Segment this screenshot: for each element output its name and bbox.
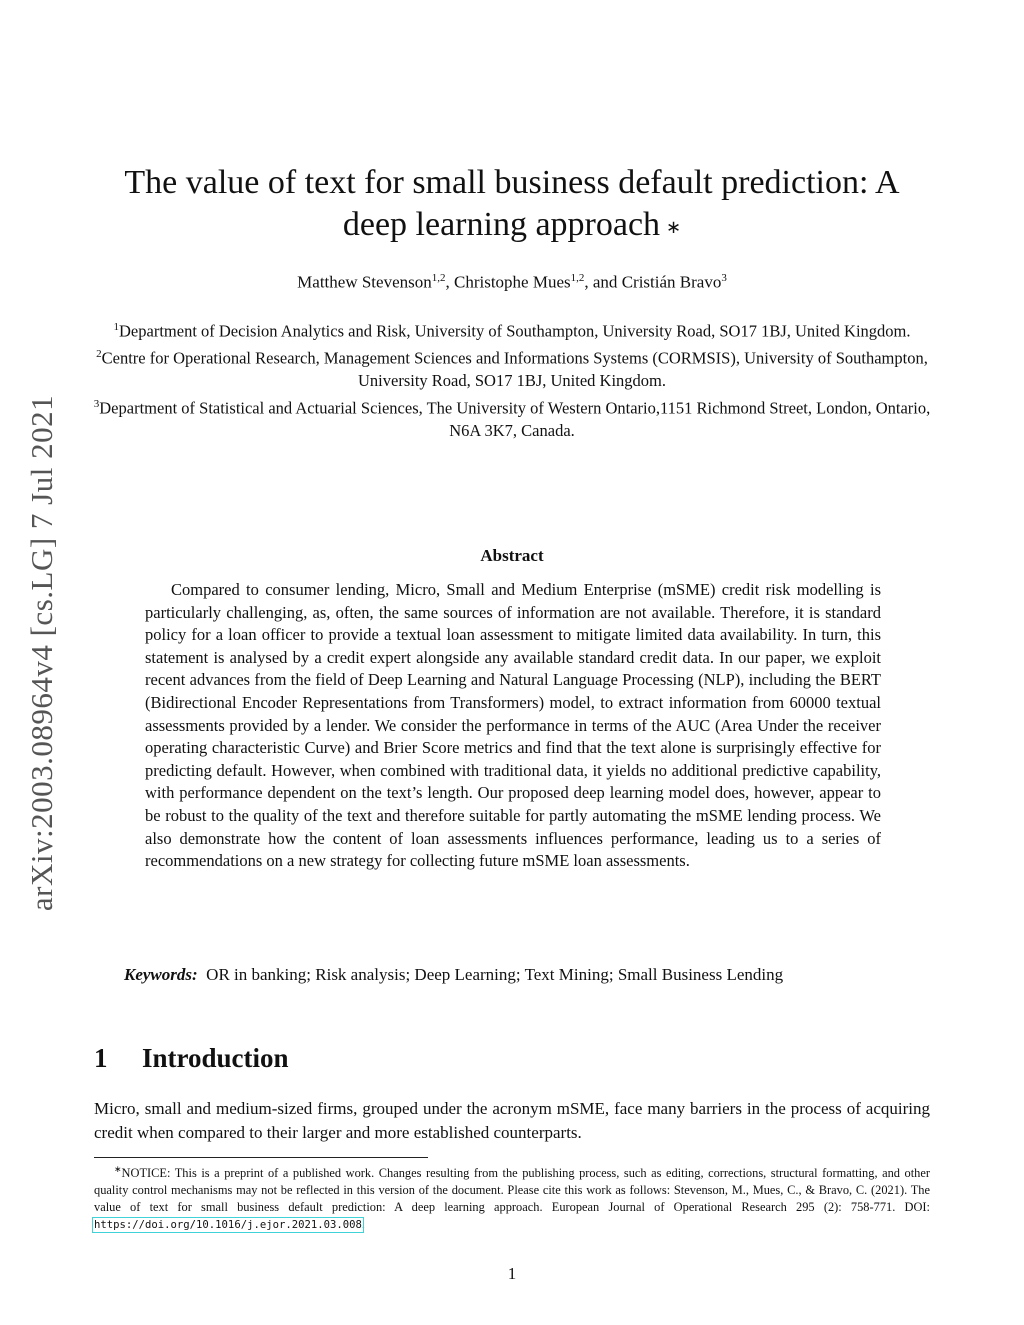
affiliation-list <box>92 316 932 442</box>
title-line-1: The value of text for small business default prediction: A <box>124 164 900 201</box>
abstract-text: Compared to consumer lending, Micro, Small and Medium Enterprise (mSME) credit risk modelling is particularly challenging, as, often, the same sources of information are not available. Therefore, it is standard policy for a loan officer to provide a textual loan assessment to mitigate limited data availability. In turn, this statement is analysed by a credit expert alongside any available standard credit data. In our paper, we exploit recent advances from the field of Deep Learning and Natural Language Processing (NLP), including the BERT (Bidirectional Encoder Representations from Transformers) model, to extract information from 60000 textual assessments provided by a lender. We consider the performance in terms of the AUC (Area Under the receiver operating characteristic Curve) and Brier Score metrics and find that the text alone is surprisingly effective for predicting default. However, when combined with traditional data, it yields no additional predictive capability, with performance dependent on the text’s length. Our proposed deep learning model does, however, appear to be robust to the quality of the text and therefore suitable for partly automating the mSME lending process. We also demonstrate how the content of loan assessments influences performance, leading us to a series of recommendations on a new strategy for collecting future mSME loan assessments. <box>145 580 881 871</box>
footnote-text: NOTICE: This is a preprint of a published work. Changes resulting from the publishing process, such as editing, corrections, structural formatting, and other quality control mechanisms may not be reflected in this version of the document. Please cite this work as follows: Stevenson, M., Mues, C., & Bravo, C. (2021). The value of text for small business default prediction: A deep learning approach. European Journal of Operational Research 295 (2): 758-771. DOI: <box>94 1166 930 1215</box>
section-title: Introduction <box>142 1043 289 1073</box>
author-affiliation-mark: 3 <box>721 272 727 284</box>
introduction-text: Micro, small and medium-sized firms, grouped under the acronym mSME, face many barriers in the process of acquiring credit when compared to their larger and more established counterparts. <box>94 1099 930 1142</box>
section-heading <box>94 1043 289 1074</box>
title-line-2: deep learning approach <box>342 206 661 243</box>
footnote: ∗NOTICE: This is a preprint of a published work. Changes resulting from the publishing process, such as editing, corrections, structural formatting, and other quality control mechanisms may not be reflected in this version of the document. Please cite this work as follows: Stevenson, M., Mues, C., & Bravo, C. (2021). The value of text for small business default prediction: A deep learning approach. European Journal of Operational Research 295 (2): 758-771. DOI: https://doi.org/10.1016/j.ejor.2021.03.008. <box>94 1164 930 1232</box>
author-list: Matthew Stevenson$^{1,2}$, Christophe Mues$^{1,2}$, and Cristián Bravo$^3$ <box>297 272 727 292</box>
title-footnote-mark: ∗ <box>666 217 682 237</box>
author-affiliation-mark: 1,2 <box>570 272 585 284</box>
paper-title <box>92 162 932 246</box>
author-affiliation-mark: 1,2 <box>431 272 446 284</box>
section-number: 1 <box>94 1043 108 1073</box>
abstract-heading: Abstract <box>480 546 544 565</box>
author-name: Christophe Mues <box>454 272 571 292</box>
affiliation-item: $^1$Department of Decision Analytics and Risk, University of Southampton, University Road, SO17 1BJ, United Kingdom. <box>113 321 911 341</box>
keywords-text: OR in banking; Risk analysis; Deep Learning; Text Mining; Small Business Lending <box>206 965 784 984</box>
page-number: 1 <box>507 1264 517 1283</box>
author-name: Matthew Stevenson <box>297 272 432 292</box>
arxiv-identifier: arXiv:2003.08964v4 [cs.LG] 7 Jul 2021 <box>24 394 60 911</box>
footnote-mark: ∗ <box>114 1164 122 1174</box>
keywords <box>94 963 930 987</box>
author-name: Cristián Bravo <box>621 272 722 292</box>
affiliation-item: $^3$Department of Statistical and Actuarial Sciences, The University of Western Ontario,1151 Richmond Street, London, Ontario, N6A 3K7, Canada. <box>93 397 931 440</box>
footnote-rule <box>94 1157 428 1158</box>
doi-link[interactable]: https://doi.org/10.1016/j.ejor.2021.03.008 <box>94 1219 362 1232</box>
keywords-label: Keywords: <box>124 965 198 984</box>
arxiv-side-stamp <box>22 375 62 930</box>
affiliation-item: $^2$Centre for Operational Research, Management Sciences and Informations Systems (CORMSIS), University of Southampton, University Road, SO17 1BJ, United Kingdom. <box>96 348 928 390</box>
